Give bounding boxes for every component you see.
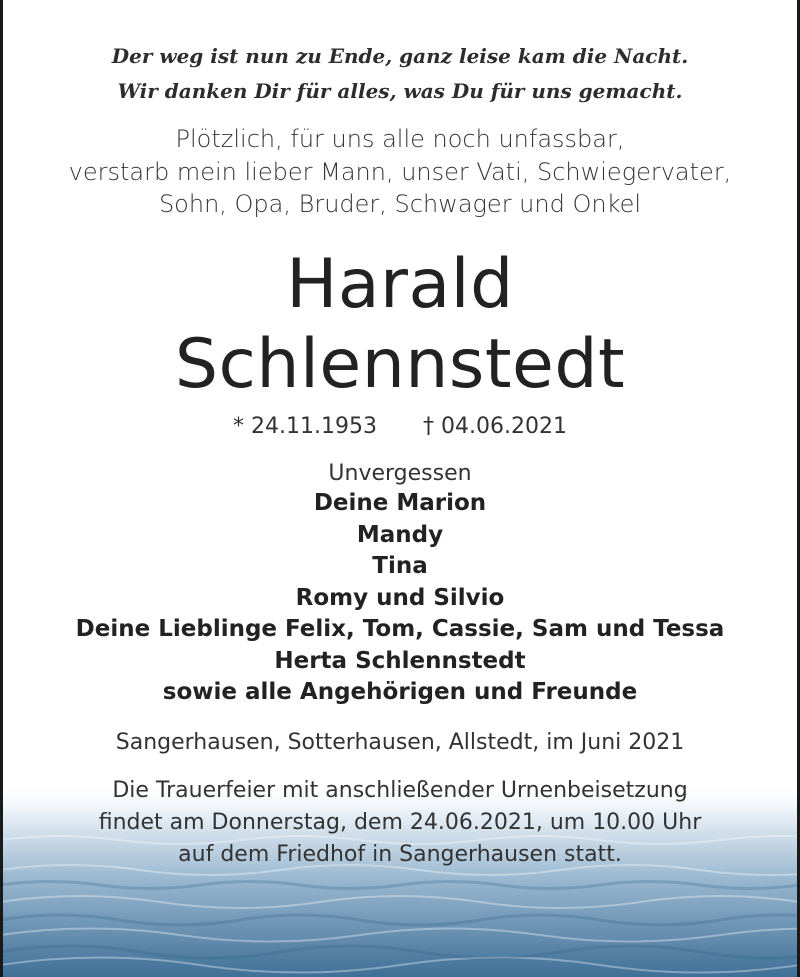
poem-line-2: Wir danken Dir für alles, was Du für uns gemacht. (117, 79, 683, 103)
mourner-line: Mandy (356, 522, 444, 548)
deceased-first-name: Harald (286, 245, 514, 324)
mourner-line: sowie alle Angehörigen und Freunde (162, 679, 638, 705)
left-border (0, 0, 3, 977)
death-date: † 04.06.2021 (423, 414, 567, 439)
mourner-line: Romy und Silvio (295, 585, 505, 611)
intro-line-1: Plötzlich, für uns alle noch unfassbar, (175, 125, 625, 153)
mourner-line: Herta Schlennstedt (274, 648, 526, 674)
funeral-line-3: auf dem Friedhof in Sangerhausen statt. (178, 842, 622, 867)
place-and-date: Sangerhausen, Sotterhausen, Allstedt, im Juni 2021 (115, 730, 685, 755)
life-dates (0, 414, 800, 439)
unforgotten-label: Unvergessen (328, 461, 472, 486)
intro-line-3: Sohn, Opa, Bruder, Schwager und Onkel (158, 190, 642, 218)
deceased-last-name: Schlennstedt (174, 325, 626, 404)
poem-line-1: Der weg ist nun zu Ende, ganz leise kam die Nacht. (111, 44, 689, 68)
mourner-line: Deine Marion (313, 490, 487, 516)
mourner-line: Tina (372, 553, 428, 579)
birth-date: * 24.11.1953 (233, 414, 377, 439)
intro-line-2: verstarb mein lieber Mann, unser Vati, Schwiegervater, (68, 158, 732, 186)
mourner-line: Deine Lieblinge Felix, Tom, Cassie, Sam und Tessa (75, 616, 725, 642)
funeral-line-2: findet am Donnerstag, dem 24.06.2021, um 10.00 Uhr (98, 810, 702, 835)
funeral-line-1: Die Trauerfeier mit anschließender Urnenbeisetzung (112, 778, 688, 803)
